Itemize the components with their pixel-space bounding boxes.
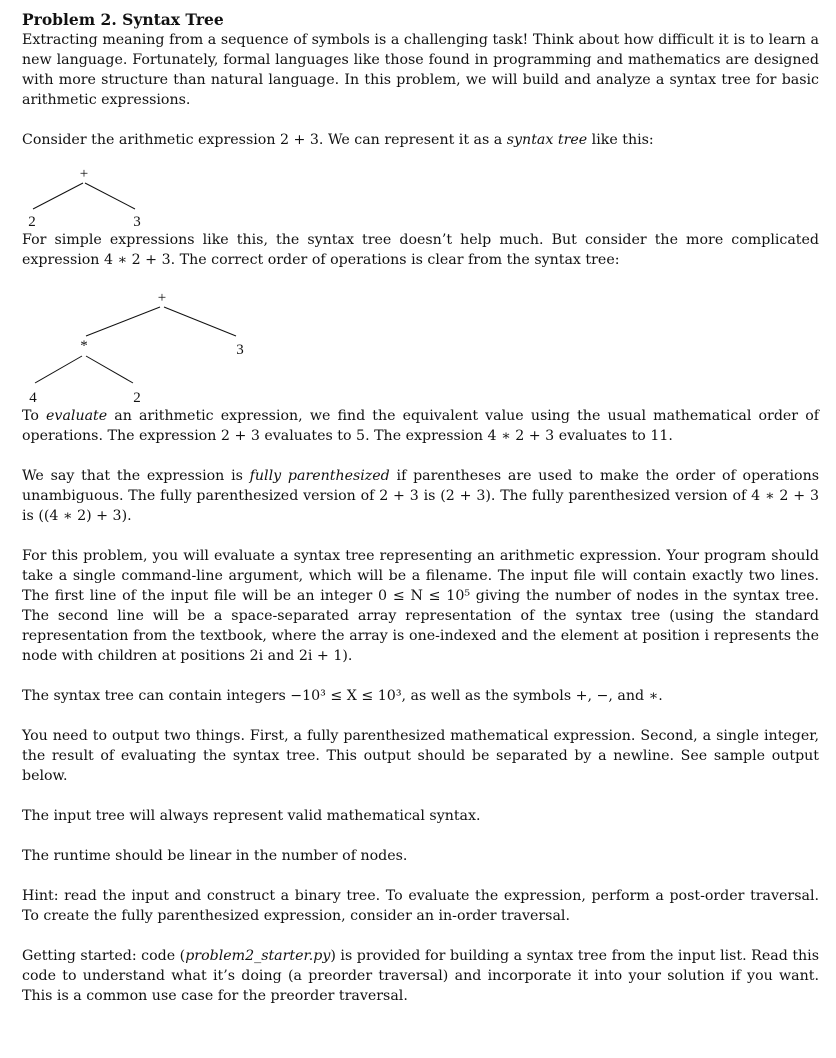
evaluate-text-post: an arithmetic expression, we find the equivalent value using the usual mathematical order of operations. The expression 2 + 3 evaluates to 5. The expression 4 ∗ 2 + 3 evaluates to 11. [22,408,819,444]
syntax-tree-diagram-simple [22,150,819,228]
tree2-right-leaf: 3 [236,342,244,358]
problem-title: Problem 2. Syntax Tree [22,10,224,29]
problem-page [22,10,819,1006]
getting-started-text-pre: Getting started: code ( [22,948,186,964]
simple-expression-paragraph: For simple expressions like this, the syntax tree doesn’t help much. But consider the more complicated expression 4 ∗ 2 + 3. The correct order of operations is clear from the syntax tree: [22,232,819,268]
evaluate-text-pre: To [22,408,47,424]
starter-filename: problem2_starter.py [185,948,331,964]
evaluate-term: evaluate [46,408,108,424]
parenthesized-paragraph [22,466,819,526]
hint-paragraph: Hint: read the input and construct a binary tree. To evaluate the expression, perform a post-order traversal. To create the fully parenthesized expression, consider an in-order traversal. [22,888,819,924]
tree2-mid-node: * [80,338,88,354]
tree1-edge-left [33,183,83,209]
fully-parenthesized-term: fully parenthesized [249,468,390,484]
tree-contents-paragraph: The syntax tree can contain integers −10³ ≤ X ≤ 10³, as well as the symbols +, −, and ∗. [22,688,663,704]
tree2-edge-mid-right [86,356,133,383]
tree2-edge-root-left [86,307,160,336]
getting-started-text-post: ) is provided for building a syntax tree from the input list. Read this code to understand what it’s doing (a preorder traversal) and incorporate it into your solution if you want. This is a common use case for the preorder traversal. [22,948,819,1004]
parenthesized-text-pre: We say that the expression is [22,468,250,484]
tree2-leaf-right: 2 [133,390,141,406]
syntax-tree-term: syntax tree [506,132,588,148]
tree1-edge-right [85,183,135,209]
runtime-paragraph: The runtime should be linear in the number of nodes. [22,848,408,864]
valid-syntax-paragraph: The input tree will always represent valid mathematical syntax. [22,808,481,824]
parenthesized-text-post: if parentheses are used to make the order of operations unambiguous. The fully parenthesized version of 2 + 3 is (2 + 3). The fully parenthesized version of 4 ∗ 2 + 3 is ((4 ∗ 2) + 3). [22,468,819,524]
output-description-paragraph: You need to output two things. First, a fully parenthesized mathematical expression. Second, a single integer, the result of evaluating the syntax tree. This output should be separated by a newline. See sample output below. [22,728,819,784]
tree2-root: + [157,290,167,306]
tree2-leaf-left: 4 [29,390,37,406]
tree2-edge-root-right [164,307,236,336]
getting-started-paragraph [22,946,819,1006]
consider-text-pre: Consider the arithmetic expression 2 + 3. We can represent it as a [22,132,507,148]
consider-text-post: like this: [587,132,654,148]
intro-paragraph: Extracting meaning from a sequence of symbols is a challenging task! Think about how difficult it is to learn a new language. Fortunately, formal languages like those found in programming and mathematics are designed with more structure than natural language. In this problem, we will build and analyze a syntax tree for basic arithmetic expressions. [22,32,819,108]
consider-paragraph [22,130,819,150]
input-description-paragraph: For this problem, you will evaluate a syntax tree representing an arithmetic expression. Your program should take a single command-line argument, which will be a filename. The input file will contain exactly two lines. The first line of the input file will be an integer 0 ≤ N ≤ 10⁵ giving the number of nodes in the syntax tree. The second line will be a space-separated array representation of the syntax tree (using the standard representation from the textbook, where the array is one-indexed and the element at position i represents the node with children at positions 2i and 2i + 1). [22,548,819,664]
tree2-edge-mid-left [35,356,82,383]
syntax-tree-diagram-complex [22,270,819,406]
tree1-root: + [79,166,89,182]
tree1-leaf-right: 3 [133,214,141,228]
evaluate-paragraph [22,406,819,446]
tree1-leaf-left: 2 [28,214,36,228]
